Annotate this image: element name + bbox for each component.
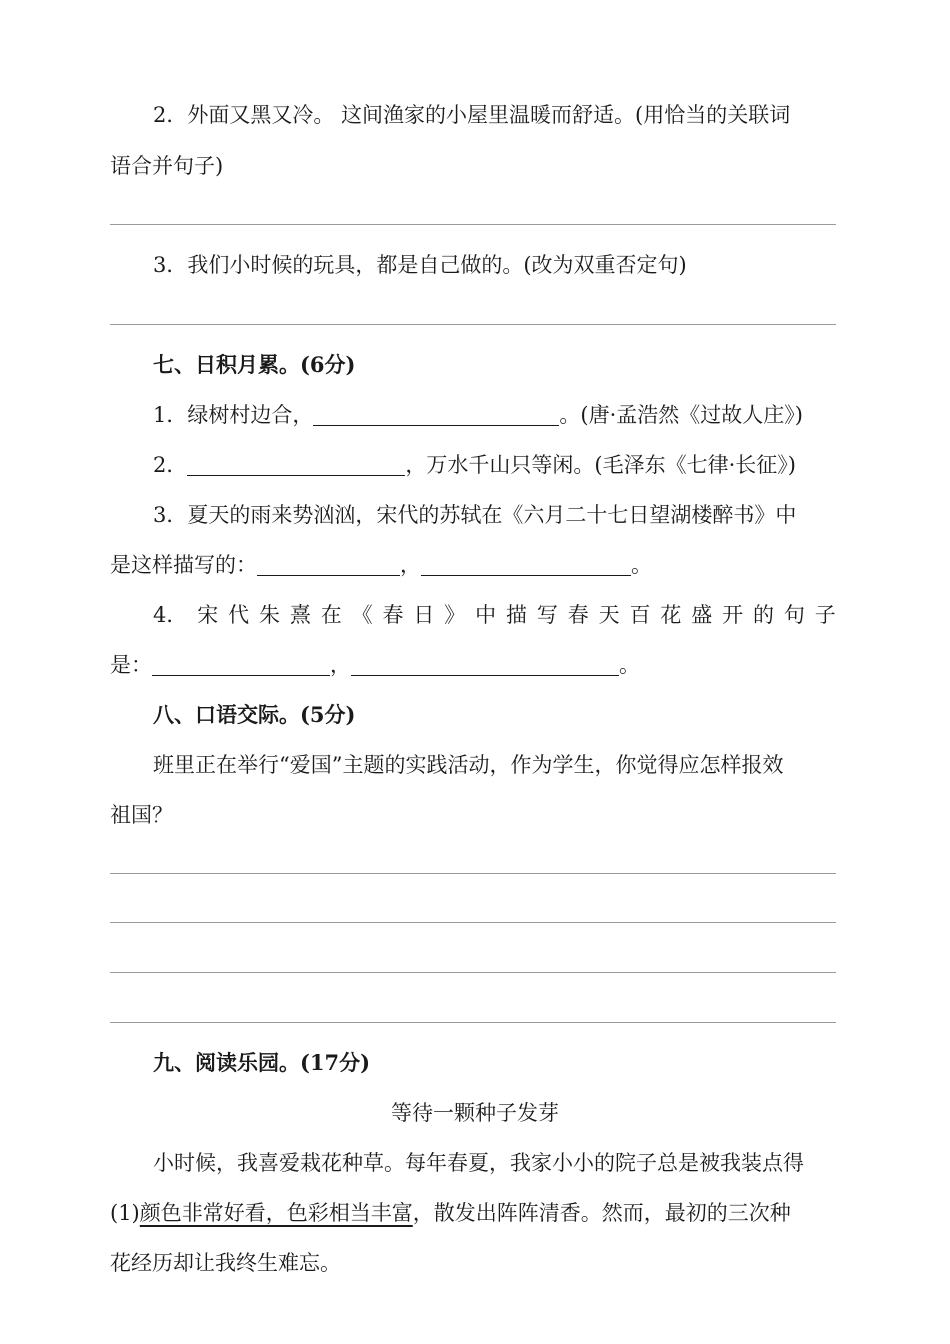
q7-item4-char: 子 [814,603,836,627]
q9-p1-marker: (1) [110,1201,140,1225]
q7-item4-char: 春 [382,603,404,627]
q7-item3-prefix: 是这样描写的： [110,553,257,577]
q7-item4-line1 [153,600,836,630]
q9-p1-line3: 花经历却让我终生难忘。 [110,1251,341,1275]
q7-item4-char: 中 [475,603,497,627]
q7-item4-suffix: 。 [619,653,640,677]
q7-item4-char: 在 [320,603,342,627]
q7-item1 [153,400,803,430]
q8-answer-line-4[interactable] [110,1022,836,1023]
q7-item2-blank[interactable] [187,453,405,476]
q7-item4-char: 天 [598,603,620,627]
q7-item2-prefix: 2． [153,453,188,477]
q7-item3-mid: ， [400,553,421,577]
q7-item4-char: 春 [567,603,589,627]
q7-item4-char: 开 [722,603,744,627]
q8-prompt-line2: 祖国？ [110,803,173,827]
q7-item4-prefix: 是： [110,653,152,677]
q9-heading: 九、阅读乐园。(17分) [153,1050,371,1075]
q7-item4-char: 宋 [197,603,219,627]
q7-item1-prefix: 1．绿树村边合， [153,403,314,427]
q8-answer-line-1[interactable] [110,873,836,874]
q8-answer-line-2[interactable] [110,922,836,923]
q6-item3-answer-line[interactable] [110,324,836,325]
q7-item1-suffix: 。(唐·孟浩然《过故人庄》) [559,403,803,427]
q7-item4-char: 《 [351,603,373,627]
q7-item4-mid: ， [330,653,351,677]
q6-item3: 3．我们小时候的玩具，都是自己做的。(改为双重否定句) [153,253,687,277]
q7-item4-char: 代 [228,603,250,627]
q7-item4-char: 百 [629,603,651,627]
q8-prompt-line1: 班里正在举行“爱国”主题的实践活动，作为学生，你觉得应怎样报效 [153,753,784,777]
q7-item2 [153,450,796,480]
q7-item4-char: 花 [660,603,682,627]
q7-item3-blank-1[interactable] [257,553,400,576]
q9-p1-line2-rest: ，散发出阵阵清香。然而，最初的三次种 [412,1201,791,1225]
q6-item2-answer-line[interactable] [110,224,836,225]
q7-item1-blank[interactable] [313,403,559,426]
q7-item4-char: 4． [153,603,188,627]
q9-p1-line2 [110,1198,791,1228]
q6-item2-line1: 2．外面又黑又冷。 这间渔家的小屋里温暖而舒适。(用恰当的关联词 [153,103,791,127]
q6-item2-line2: 语合并句子) [110,154,224,178]
q8-heading: 八、口语交际。(5分) [153,702,356,727]
q7-item4-line2 [110,650,640,680]
q7-item2-suffix: ，万水千山只等闲。(毛泽东《七律·长征》) [405,453,796,477]
q7-item4-char: 写 [536,603,558,627]
q7-item4-char: 》 [444,603,466,627]
q7-item4-char: 熹 [289,603,311,627]
q7-heading: 七、日积月累。(6分) [153,352,356,377]
q7-item3-line1: 3．夏天的雨来势汹汹，宋代的苏轼在《六月二十七日望湖楼醉书》中 [153,503,797,527]
q9-p1-line1: 小时候，我喜爱栽花种草。每年春夏，我家小小的院子总是被我装点得 [153,1151,804,1175]
q7-item4-char: 日 [413,603,435,627]
q7-item4-blank-1[interactable] [152,653,330,676]
q9-p1-underlined-phrase: 颜色非常好看，色彩相当丰富 [139,1201,413,1225]
q7-item3-line2 [110,550,652,580]
q7-item4-char: 的 [753,603,774,627]
q7-item3-blank-2[interactable] [421,553,631,576]
q7-item4-char: 朱 [259,603,280,627]
q8-answer-line-3[interactable] [110,972,836,973]
q9-passage-title: 等待一颗种子发芽 [391,1101,559,1125]
q7-item3-suffix: 。 [631,553,652,577]
q7-item4-char: 盛 [691,603,713,627]
q7-item4-chars [153,600,836,630]
q7-item4-blank-2[interactable] [351,653,619,676]
q7-item4-char: 句 [783,603,805,627]
q7-item4-char: 描 [506,603,527,627]
